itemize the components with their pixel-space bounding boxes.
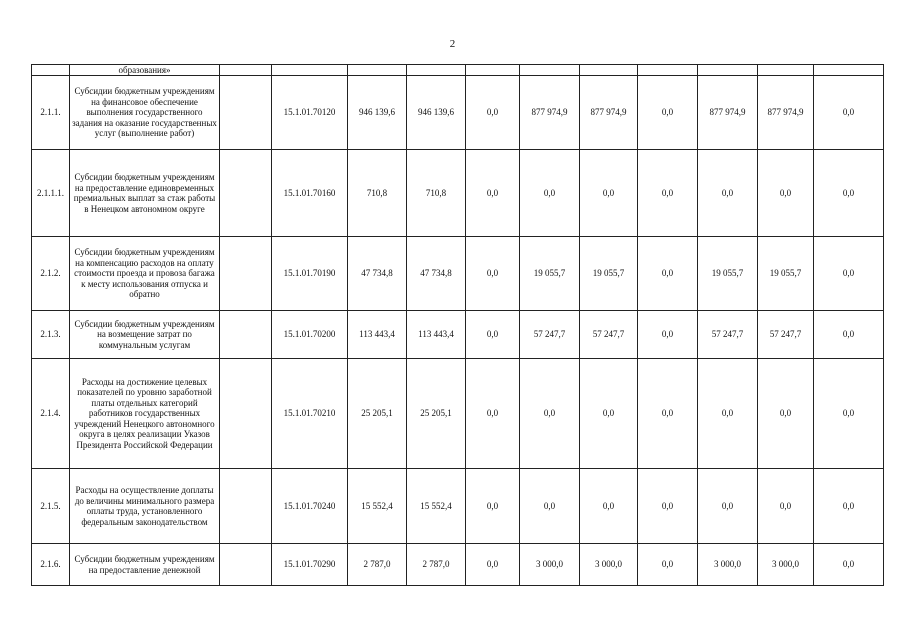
row-value: 0,0 (814, 311, 884, 359)
table-row (32, 237, 884, 311)
row-blank (220, 150, 272, 237)
table-row (32, 311, 884, 359)
row-value: 3 000,0 (698, 544, 758, 586)
continuation-row (32, 65, 884, 76)
row-description: Расходы на достижение целевых показателей по уровню заработной платы отдельных категорий работников государственных учреждений Ненецкого автономного округа в целях реализации Указов Президента Российской Федерации (70, 359, 220, 469)
row-value: 0,0 (758, 469, 814, 544)
row-id: 2.1.5. (32, 469, 70, 544)
row-value: 19 055,7 (580, 237, 638, 311)
row-value: 0,0 (466, 544, 520, 586)
row-value: 946 139,6 (407, 76, 466, 150)
row-description: Субсидии бюджетным учреждениям на возмещение затрат по коммунальным услугам (70, 311, 220, 359)
row-value: 0,0 (758, 150, 814, 237)
row-value: 0,0 (520, 150, 580, 237)
row-value: 0,0 (698, 359, 758, 469)
row-description: Субсидии бюджетным учреждениям на финансовое обеспечение выполнения государственного задания на оказание государственных услуг (выполнение работ) (70, 76, 220, 150)
row-blank (220, 311, 272, 359)
row-value: 710,8 (407, 150, 466, 237)
row-value: 57 247,7 (520, 311, 580, 359)
row-value: 3 000,0 (580, 544, 638, 586)
row-value: 0,0 (698, 469, 758, 544)
table-row (32, 544, 884, 586)
row-value: 3 000,0 (758, 544, 814, 586)
row-value: 0,0 (814, 544, 884, 586)
row-value: 0,0 (814, 150, 884, 237)
row-value: 0,0 (814, 359, 884, 469)
row-value: 877 974,9 (758, 76, 814, 150)
row-value: 0,0 (698, 150, 758, 237)
row-value: 0,0 (638, 469, 698, 544)
row-blank (220, 359, 272, 469)
row-code: 15.1.01.70290 (272, 544, 348, 586)
row-value: 0,0 (814, 76, 884, 150)
row-value: 57 247,7 (698, 311, 758, 359)
row-code: 15.1.01.70210 (272, 359, 348, 469)
row-value: 0,0 (466, 150, 520, 237)
row-value: 0,0 (638, 544, 698, 586)
row-value: 0,0 (580, 150, 638, 237)
row-value: 19 055,7 (520, 237, 580, 311)
row-id: 2.1.1. (32, 76, 70, 150)
row-value: 47 734,8 (407, 237, 466, 311)
row-code: 15.1.01.70190 (272, 237, 348, 311)
table-row (32, 469, 884, 544)
row-code: 15.1.01.70240 (272, 469, 348, 544)
row-value: 0,0 (638, 359, 698, 469)
row-value: 3 000,0 (520, 544, 580, 586)
row-value: 0,0 (466, 76, 520, 150)
row-value: 0,0 (638, 76, 698, 150)
row-value: 0,0 (814, 237, 884, 311)
row-value: 57 247,7 (580, 311, 638, 359)
row-value: 113 443,4 (348, 311, 407, 359)
row-value: 877 974,9 (580, 76, 638, 150)
row-value: 57 247,7 (758, 311, 814, 359)
row-value: 0,0 (520, 359, 580, 469)
row-id: 2.1.6. (32, 544, 70, 586)
row-value: 0,0 (466, 237, 520, 311)
row-value: 19 055,7 (698, 237, 758, 311)
row-value: 19 055,7 (758, 237, 814, 311)
row-value: 113 443,4 (407, 311, 466, 359)
row-blank (220, 544, 272, 586)
row-code: 15.1.01.70160 (272, 150, 348, 237)
row-description: Субсидии бюджетным учреждениям на предоставление денежной (70, 544, 220, 586)
page-number: 2 (449, 38, 456, 50)
row-id: 2.1.1.1. (32, 150, 70, 237)
row-value: 0,0 (466, 311, 520, 359)
row-value: 0,0 (638, 150, 698, 237)
table-row (32, 150, 884, 237)
budget-table (31, 64, 884, 586)
row-value: 0,0 (758, 359, 814, 469)
row-value: 0,0 (466, 469, 520, 544)
row-value: 2 787,0 (407, 544, 466, 586)
row-value: 946 139,6 (348, 76, 407, 150)
row-description: Субсидии бюджетным учреждениям на компенсацию расходов на оплату стоимости проезда и провоза багажа к месту использования отпуска и обратно (70, 237, 220, 311)
row-value: 15 552,4 (407, 469, 466, 544)
row-value: 0,0 (638, 237, 698, 311)
row-value: 877 974,9 (698, 76, 758, 150)
row-value: 25 205,1 (407, 359, 466, 469)
row-value: 877 974,9 (520, 76, 580, 150)
row-value: 710,8 (348, 150, 407, 237)
row-value: 15 552,4 (348, 469, 407, 544)
row-code: 15.1.01.70120 (272, 76, 348, 150)
row-blank (220, 237, 272, 311)
row-value: 0,0 (814, 469, 884, 544)
row-value: 0,0 (580, 469, 638, 544)
continuation-text: образования» (70, 65, 220, 76)
row-blank (220, 76, 272, 150)
table-row (32, 359, 884, 469)
row-code: 15.1.01.70200 (272, 311, 348, 359)
row-value: 25 205,1 (348, 359, 407, 469)
row-id: 2.1.2. (32, 237, 70, 311)
row-description: Расходы на осуществление доплаты до величины минимального размера оплаты труда, установленного федеральным законодательством (70, 469, 220, 544)
row-value: 2 787,0 (348, 544, 407, 586)
row-value: 0,0 (580, 359, 638, 469)
row-value: 0,0 (638, 311, 698, 359)
row-value: 47 734,8 (348, 237, 407, 311)
row-value: 0,0 (520, 469, 580, 544)
row-id: 2.1.4. (32, 359, 70, 469)
row-value: 0,0 (466, 359, 520, 469)
row-description: Субсидии бюджетным учреждениям на предоставление единовременных премиальных выплат за стаж работы в Ненецком автономном округе (70, 150, 220, 237)
table-row (32, 76, 884, 150)
row-blank (220, 469, 272, 544)
row-id: 2.1.3. (32, 311, 70, 359)
